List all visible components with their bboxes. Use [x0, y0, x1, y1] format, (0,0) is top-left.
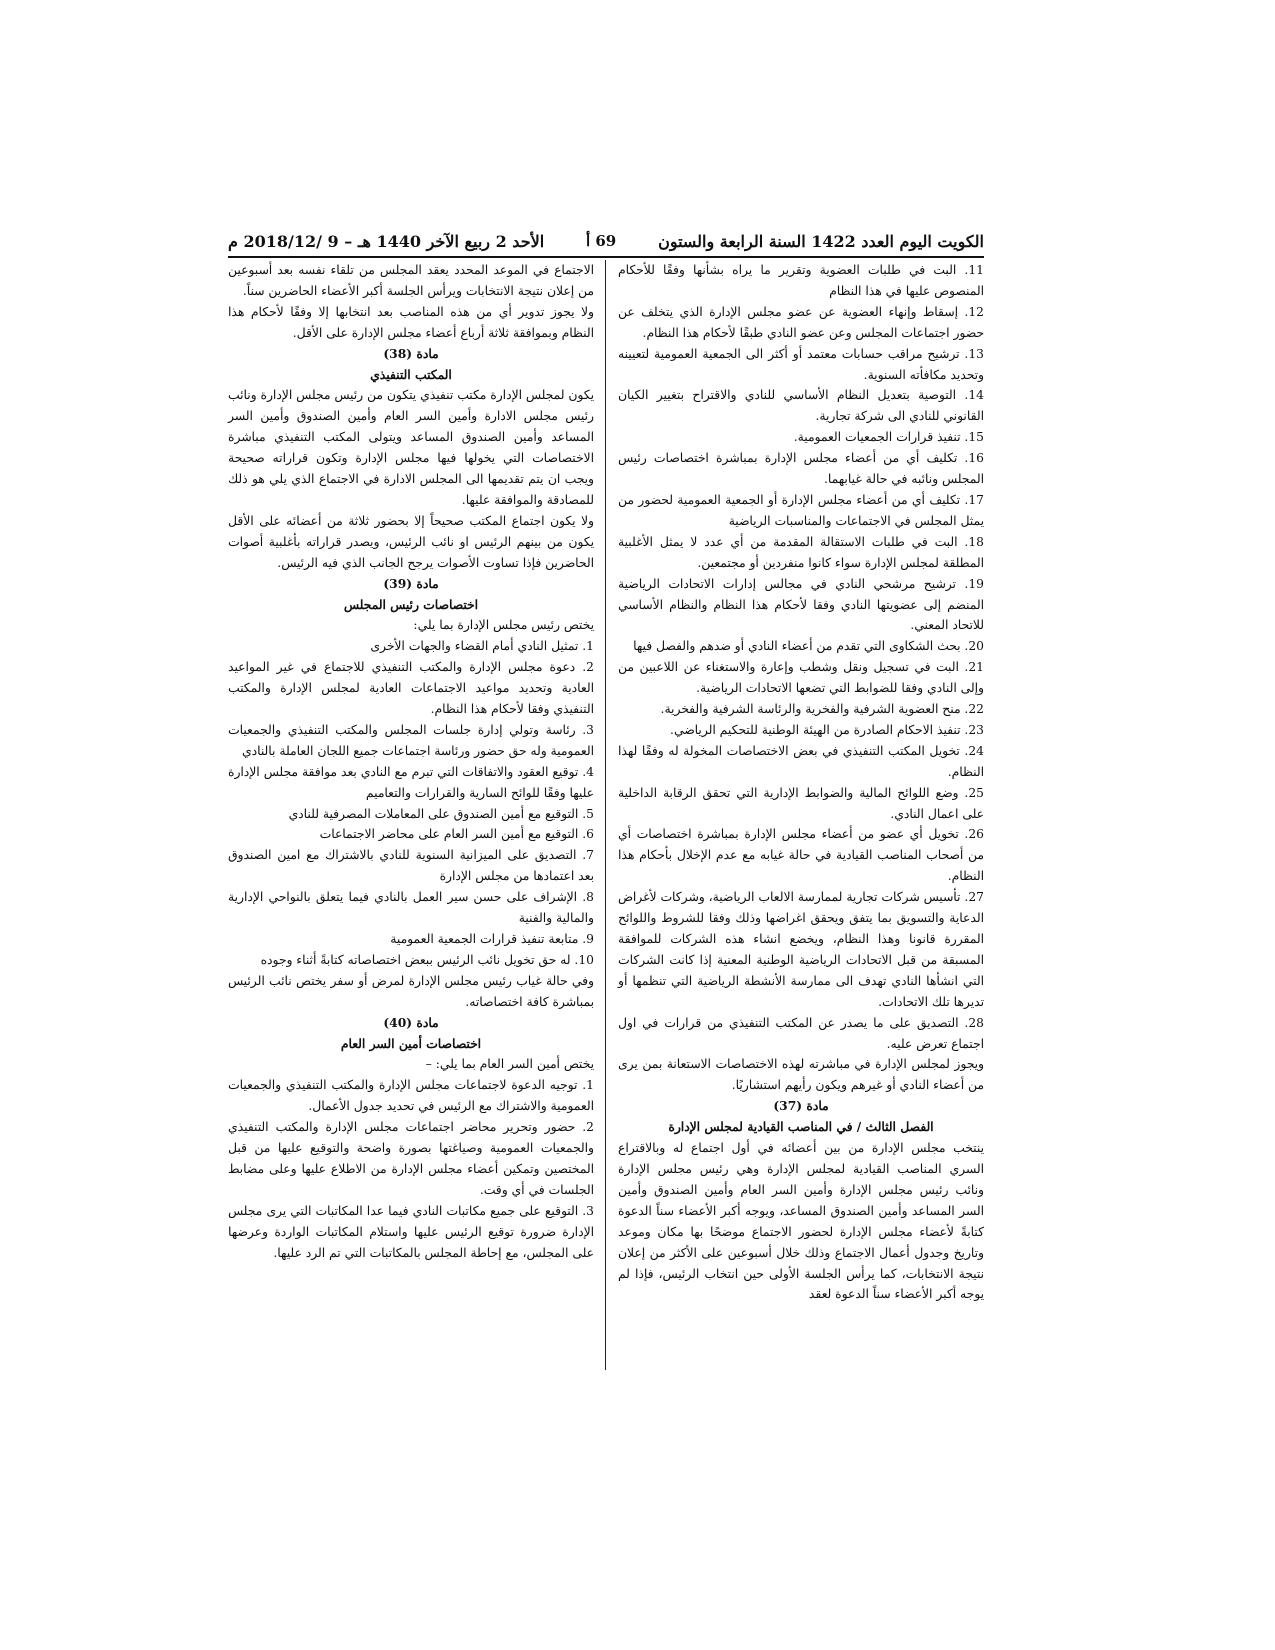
paragraph: 28. التصديق على ما يصدر عن المكتب التنفيذي من قرارات في اول اجتماع تعرض عليه. [618, 1015, 984, 1051]
paragraph: 5. التوقيع مع أمين الصندوق على المعاملات المصرفية للنادي [288, 806, 594, 821]
article-heading: اختصاصات رئيس المجلس [343, 596, 479, 612]
left-column [228, 260, 594, 1264]
paragraph: يختص أمين السر العام بما يلي: – [425, 1057, 594, 1072]
article-heading: اختصاصات أمين السر العام [340, 1035, 482, 1051]
paragraph: 2. دعوة مجلس الإدارة والمكتب التنفيذي للاجتماع في غير المواعيد العادية وتحديد مواعيد الاجتماعات العادية لمجلس الإدارة والمكتب التنفيذي وفقا لأحكام هذا النظام. [228, 660, 594, 717]
paragraph: 12. إسقاط وإنهاء العضوية عن عضو مجلس الإدارة الذي يتخلف عن حضور اجتماعات المجلس وعن عضو النادي طبقًا لأحكام هذا النظام. [618, 304, 984, 340]
paragraph: 1. توجيه الدعوة لاجتماعات مجلس الإدارة والمكتب التنفيذي والجمعيات العمومية والاشتراك مع الرئيس في تحديد جدول الأعمال. [228, 1078, 594, 1114]
paragraph: 10. له حق تخويل نائب الرئيس ببعض اختصاصاته كتابةً أثناء وجوده [260, 952, 594, 967]
paragraph: 3. التوقيع على جميع مكاتبات النادي فيما عدا المكاتبات التي يرى مجلس الإدارة ضرورة توقيع الرئيس عليها واستلام المكاتبات الواردة وعرضها على المجلس، مع إحاطة المجلس بالمكاتبات التي تم الرد عليها. [228, 1203, 594, 1260]
paragraph: 9. متابعة تنفيذ قرارات الجمعية العمومية [390, 932, 594, 946]
paragraph: 8. الإشراف على حسن سير العمل بالنادي فيما يتعلق بالنواحي الإدارية والمالية والفنية [228, 890, 594, 926]
paragraph: ويجوز لمجلس الإدارة في مباشرته لهذه الاختصاصات الاستعانة بمن يرى من أعضاء النادي أو غيرهم ويكون رأيهم استشاريًا. [618, 1057, 984, 1093]
paragraph: يختص رئيس مجلس الإدارة بما يلي: [413, 618, 594, 633]
paragraph: 22. منح العضوية الشرفية والفخرية والرئاسة الشرفية والفخرية. [660, 702, 984, 717]
article-heading: مادة (39) [383, 575, 439, 591]
paragraph: 25. وضع اللوائح المالية والضوابط الإدارية التي تحقق الرقابة الداخلية على اعمال النادي. [618, 785, 984, 821]
article-heading: الفصل الثالث / في المناصب القيادية لمجلس الإدارة [668, 1119, 934, 1135]
paragraph: 13. ترشيح مراقب حسابات معتمد أو أكثر الى الجمعية العمومية لتعيينه وتحديد مكافأته السنوية. [618, 346, 984, 382]
paragraph: 4. توقيع العقود والاتفاقات التي تبرم مع النادي بعد موافقة مجلس الإدارة عليها وفقًا للوائح السارية والقرارات والتعاميم [228, 764, 594, 800]
paragraph: 7. التصديق على الميزانية السنوية للنادي بالاشتراك مع امين الصندوق بعد اعتمادها من مجلس الإدارة [228, 848, 594, 884]
page-header [228, 226, 984, 258]
header-date: الأحد 2 ربيع الآخر 1440 هـ – 9 /2018/12 م [228, 231, 545, 251]
article-heading: مادة (37) [773, 1098, 829, 1114]
paragraph: 24. تخويل المكتب التنفيذي في بعض الاختصاصات المخولة له وفقًا لهذا النظام. [618, 743, 984, 779]
paragraph: 14. التوصية بتعديل النظام الأساسي للنادي والاقتراح بتغيير الكيان القانوني للنادي الى شركة تجارية. [618, 388, 984, 424]
paragraph: 27. تأسيس شركات تجارية لممارسة الالعاب الرياضية، وشركات لأغراض الدعاية والتسويق بما يتفق ويحقق اغراضها وذلك وفقا للشروط واللوائح المقررة قانونا وهذا النظام، ويخضع انشاء هذه الشركات للموافقة المسبقة من قبل الاتحادات الرياضية الوطنية المعنية إذا كانت الشركات التي انشأها النادي تهدف الى ممارسة الأنشطة الرياضية التي تنظمها أو تديرها تلك الاتحادات. [618, 890, 984, 1009]
paragraph: 20. بحث الشكاوى التي تقدم من أعضاء النادي أو ضدهم والفصل فيها [633, 639, 984, 654]
paragraph: الاجتماع في الموعد المحدد يعقد المجلس من تلقاء نفسه بعد أسبوعين من إعلان نتيجة الانتخابات ويرأس الجلسة أكبر الأعضاء الحاضرين سناً. [228, 263, 594, 298]
paragraph: 15. تنفيذ قرارات الجمعيات العمومية. [793, 430, 984, 445]
header-page-number: 69 أ [585, 232, 617, 250]
article-heading: المكتب التنفيذي [370, 366, 452, 382]
paragraph: 19. ترشيح مرشحي النادي في مجالس إدارات الاتحادات الرياضية المنضم إلى عضويتها النادي وفقا لأحكام هذا النظام والنظام الأساسي للاتحاد المعني. [618, 576, 984, 633]
paragraph: ينتخب مجلس الإدارة من بين أعضائه في أول اجتماع له وبالاقتراع السري المناصب القيادية لمجلس الإدارة وهي رئيس مجلس الإدارة ونائب رئيس مجلس الإدارة وأمين السر العام وأمين الصندوق وأمين السر المساعد وأمين الصندوق المساعد، ويوجه أكبر الأعضاء سناً الدعوة كتابةً لأعضاء مجلس الإدارة لحضور الاجتماع موضحًا بها مكان وموعد وتاريخ وجدول أعمال الاجتماع وذلك خلال أسبوعين على الأكثر من إعلان نتيجة الانتخابات، كما يرأس الجلسة الأولى حين انتخاب الرئيس، فإذا لم يوجه أكبر الأعضاء سناً الدعوة لعقد [618, 1141, 984, 1302]
paragraph: 1. تمثيل النادي أمام القضاء والجهات الأخرى [370, 639, 594, 654]
article-heading: مادة (38) [383, 345, 439, 361]
paragraph: وفي حالة غياب رئيس مجلس الإدارة لمرض أو سفر يختص نائب الرئيس بمباشرة كافة اختصاصاته. [228, 973, 594, 1009]
paragraph: 2. حضور وتحرير محاضر اجتماعات مجلس الإدارة والمكتب التنفيذي والجمعيات العمومية وصياغتها بصورة واضحة والتوقيع عليها من قبل المختصين وتمكين أعضاء مجلس الإدارة من الاطلاع عليها وعلى مضابط الجلسات في أي وقت. [228, 1120, 594, 1197]
paragraph: 17. تكليف أي من أعضاء مجلس الإدارة أو الجمعية العمومية لحضور من يمثل المجلس في الاجتماعات والمناسبات الرياضية [618, 492, 984, 528]
paragraph: 21. البت في تسجيل ونقل وشطب وإعارة والاستغناء عن اللاعبين من وإلى النادي وفقا للضوابط التي تضعها الاتحادات الرياضية. [618, 660, 984, 696]
paragraph: 16. تكليف أي من أعضاء مجلس الإدارة بمباشرة اختصاصات رئيس المجلس ونائبه في حالة غيابهما. [618, 451, 984, 487]
paragraph: ولا يكون اجتماع المكتب صحيحاً إلا بحضور ثلاثة من أعضائه على الأقل يكون من بينهم الرئيس او نائب الرئيس، ويصدر قراراته بأغلبية أصوات الحاضرين فإذا تساوت الأصوات يرجح الجانب الذي فيه الرئيس. [228, 513, 594, 570]
paragraph: 26. تخويل أي عضو من أعضاء مجلس الإدارة بمباشرة اختصاصات أي من أصحاب المناصب القيادية في حالة غيابه مع عدم الإخلال بأحكام هذا النظام. [618, 827, 984, 884]
paragraph: 11. البت في طلبات العضوية وتقرير ما يراه بشأنها وفقًا للأحكام المنصوص عليها في هذا النظام [618, 263, 984, 298]
paragraph: 23. تنفيذ الاحكام الصادرة من الهيئة الوطنية للتحكيم الرياضي. [670, 722, 984, 737]
article-heading: مادة (40) [383, 1014, 439, 1030]
paragraph: 3. رئاسة وتولي إدارة جلسات المجلس والمكتب التنفيذي والجمعيات العمومية وله حق حضور ورئاسة اجتماعات جميع اللجان العاملة بالنادي [228, 722, 594, 758]
paragraph: 18. البت في طلبات الاستقالة المقدمة من أي عدد لا يمثل الأغلبية المطلقة لمجلس الإدارة سواء كانوا منفردين أو مجتمعين. [618, 534, 984, 570]
paragraph: ولا يجوز تدوير أي من هذه المناصب بعد انتخابها إلا وفقًا لأحكام هذا النظام وبموافقة ثلاثة أرباع أعضاء مجلس الإدارة على الأقل. [228, 304, 594, 340]
right-column [618, 260, 984, 1305]
paragraph: 6. التوقيع مع أمين السر العام على محاضر الاجتماعات [319, 827, 594, 842]
paragraph: يكون لمجلس الإدارة مكتب تنفيذي يتكون من رئيس مجلس الإدارة ونائب رئيس مجلس الادارة وأمين السر العام وأمين الصندوق وأمين السر المساعد وأمين الصندوق المساعد ويتولى المكتب التنفيذي مباشرة الاختصاصات التي يخولها فيها مجلس الإدارة وتكون قراراته صحيحة ويجب ان يتم تقديمها الى المجلس الادارة في الاجتماع الذي يلي هو ذلك للمصادقة والموافقة عليها. [228, 388, 594, 507]
header-publication: الكويت اليوم العدد 1422 السنة الرابعة والستون [658, 231, 984, 251]
column-divider [605, 260, 606, 1370]
